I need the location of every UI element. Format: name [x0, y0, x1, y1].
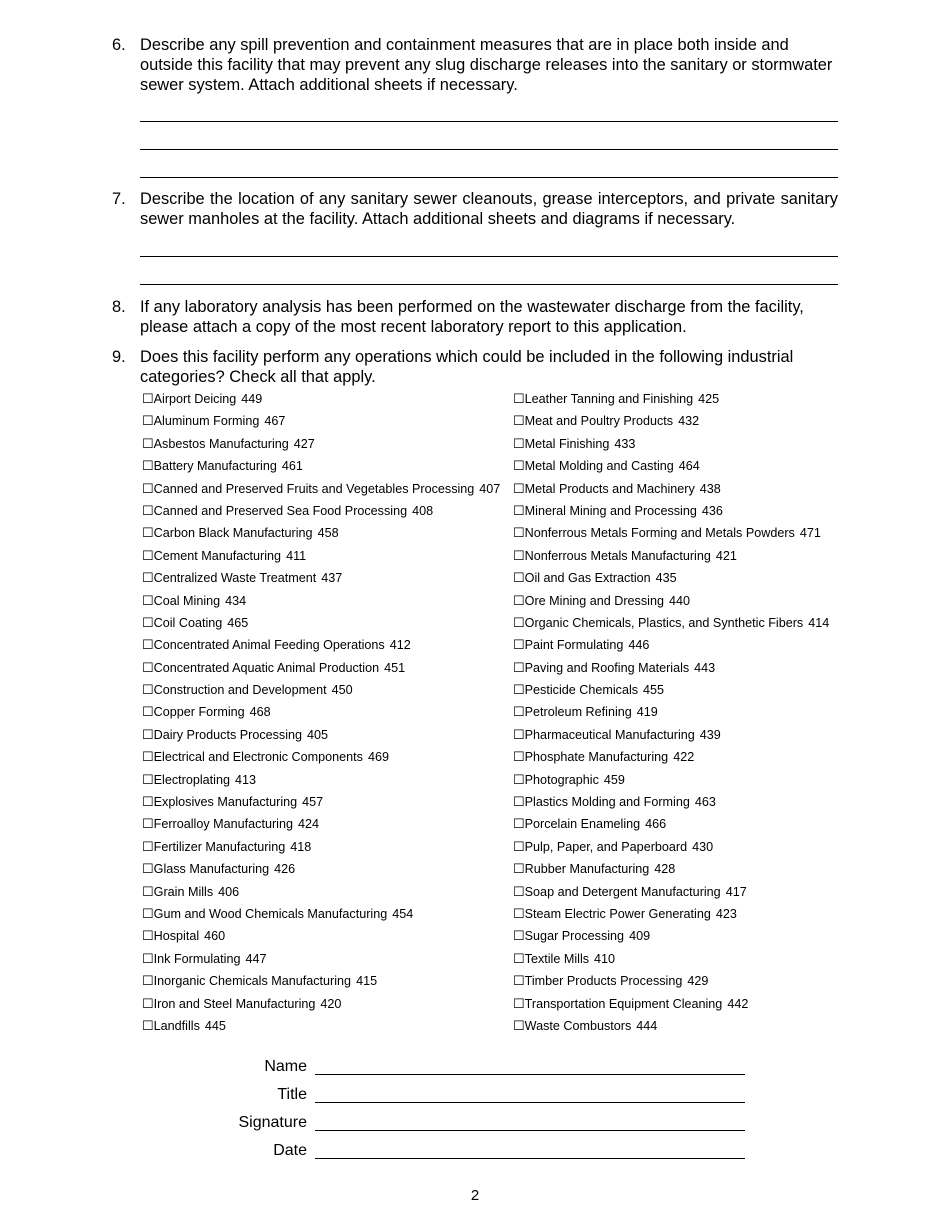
category-code: 406	[218, 884, 240, 899]
checkbox[interactable]: ☐	[513, 637, 525, 653]
category-name: Paint Formulating	[524, 638, 624, 653]
category-item	[142, 858, 500, 880]
category-item	[513, 410, 829, 432]
category-name: Nonferrous Metals Manufacturing	[524, 548, 711, 563]
category-name: Soap and Detergent Manufacturing	[524, 884, 721, 899]
category-name: Sugar Processing	[524, 929, 625, 944]
category-name: Photographic	[524, 772, 599, 787]
category-item	[513, 881, 829, 903]
category-name: Pharmaceutical Manufacturing	[524, 727, 695, 742]
question-number: 6.	[112, 36, 126, 54]
checkbox[interactable]: ☐	[142, 502, 154, 518]
answer-line[interactable]	[140, 149, 838, 150]
category-code: 459	[603, 772, 625, 787]
category-item	[142, 881, 500, 903]
checkbox[interactable]: ☐	[142, 726, 154, 742]
category-code: 413	[234, 772, 256, 787]
category-item	[513, 545, 829, 567]
category-item	[513, 455, 829, 477]
category-code: 411	[286, 548, 307, 563]
category-item	[513, 567, 829, 589]
category-name: Metal Products and Machinery	[524, 481, 695, 496]
category-code: 412	[389, 638, 411, 653]
checkbox[interactable]: ☐	[513, 749, 525, 765]
category-code: 458	[317, 526, 339, 541]
category-item	[142, 478, 500, 500]
category-code: 409	[629, 929, 651, 944]
category-code: 455	[643, 683, 665, 698]
category-name: Concentrated Aquatic Animal Production	[153, 660, 380, 675]
question-text: Does this facility perform any operations which could be included in the following industrial categories? Check all that apply.	[140, 348, 794, 386]
page-number: 2	[470, 1187, 480, 1204]
category-item	[142, 657, 500, 679]
category-name: Pulp, Paper, and Paperboard	[524, 839, 688, 854]
checkbox[interactable]: ☐	[513, 480, 525, 496]
question-text: If any laboratory analysis has been performed on the wastewater discharge from the facility, please attach a copy of the most recent laboratory report to this application.	[140, 298, 804, 336]
checkbox[interactable]: ☐	[142, 413, 154, 429]
category-code: 424	[297, 817, 319, 832]
category-code: 428	[654, 862, 676, 877]
checkbox[interactable]: ☐	[513, 391, 525, 406]
category-code: 420	[320, 996, 342, 1011]
category-name: Nonferrous Metals Forming and Metals Powders	[524, 526, 795, 541]
category-code: 447	[245, 951, 267, 966]
category-name: Transportation Equipment Cleaning	[524, 996, 723, 1011]
checkbox[interactable]: ☐	[513, 883, 525, 899]
checkbox[interactable]: ☐	[513, 458, 525, 474]
signature-label: Signature	[238, 1114, 307, 1131]
category-code: 418	[290, 839, 312, 854]
category-name: Ink Formulating	[153, 951, 241, 966]
date-row	[200, 1141, 745, 1165]
checkbox[interactable]: ☐	[142, 883, 154, 899]
answer-line[interactable]	[140, 256, 838, 257]
category-code: 422	[673, 750, 695, 765]
category-code: 471	[799, 526, 821, 541]
category-code: 439	[699, 727, 721, 742]
category-code: 460	[204, 929, 226, 944]
category-code: 421	[715, 548, 737, 563]
checkbox[interactable]: ☐	[142, 570, 154, 586]
category-item	[513, 522, 829, 544]
category-code: 430	[692, 839, 714, 854]
checkbox[interactable]: ☐	[142, 547, 154, 563]
category-name: Metal Molding and Casting	[524, 459, 674, 474]
checkbox[interactable]: ☐	[513, 570, 525, 586]
question-text: Describe any spill prevention and containment measures that are in place both inside and outside this facility that may prevent any slug discharge releases into the sanitary or stormwater sewer system. Attach additional sheets if necessary.	[140, 36, 833, 94]
checkbox[interactable]: ☐	[513, 592, 525, 608]
category-item	[142, 1015, 500, 1037]
category-code: 419	[636, 705, 658, 720]
category-code: 433	[614, 436, 636, 451]
checkbox[interactable]: ☐	[513, 973, 525, 989]
category-item	[513, 388, 829, 410]
checkbox[interactable]: ☐	[142, 950, 154, 966]
answer-line[interactable]	[140, 284, 838, 285]
category-item	[513, 769, 829, 791]
checkbox[interactable]: ☐	[513, 525, 525, 541]
checkbox[interactable]: ☐	[142, 838, 154, 854]
category-name: Ore Mining and Dressing	[524, 593, 664, 608]
category-item	[513, 746, 829, 768]
category-item	[513, 657, 829, 679]
category-code: 405	[307, 727, 329, 742]
category-code: 454	[392, 906, 414, 921]
checkbox[interactable]: ☐	[513, 771, 525, 787]
category-code: 426	[274, 862, 296, 877]
category-name: Canned and Preserved Sea Food Processing	[153, 503, 408, 518]
checkbox[interactable]: ☐	[142, 704, 154, 720]
category-code: 407	[479, 481, 501, 496]
category-code: 467	[264, 414, 286, 429]
category-name: Copper Forming	[153, 705, 245, 720]
category-code: 466	[645, 817, 667, 832]
category-item	[142, 746, 500, 768]
question-number: 8.	[112, 298, 126, 316]
title-row	[200, 1085, 745, 1109]
checkbox[interactable]: ☐	[513, 816, 525, 832]
category-code: 465	[227, 615, 249, 630]
category-name: Porcelain Enameling	[524, 817, 641, 832]
checkbox[interactable]: ☐	[142, 771, 154, 787]
category-name: Gum and Wood Chemicals Manufacturing	[153, 906, 388, 921]
category-name: Rubber Manufacturing	[524, 862, 650, 877]
category-item	[513, 679, 829, 701]
category-name: Metal Finishing	[524, 436, 610, 451]
category-item	[142, 500, 500, 522]
date-label: Date	[273, 1142, 307, 1159]
category-name: Explosives Manufacturing	[153, 795, 298, 810]
checkbox[interactable]: ☐	[142, 614, 154, 630]
category-name: Carbon Black Manufacturing	[153, 526, 313, 541]
category-code: 440	[668, 593, 690, 608]
category-code: 451	[384, 660, 406, 675]
category-item	[513, 724, 829, 746]
category-name: Leather Tanning and Finishing	[524, 392, 694, 406]
checkbox[interactable]: ☐	[142, 659, 154, 675]
category-code: 461	[281, 459, 303, 474]
category-item	[142, 948, 500, 970]
checkbox[interactable]: ☐	[513, 995, 525, 1011]
category-code: 423	[715, 906, 737, 921]
category-code: 429	[687, 974, 709, 989]
checkbox[interactable]: ☐	[513, 838, 525, 854]
category-name: Oil and Gas Extraction	[524, 571, 651, 586]
category-item	[513, 925, 829, 947]
category-name: Textile Mills	[524, 951, 590, 966]
category-name: Landfills	[153, 1018, 200, 1033]
category-name: Organic Chemicals, Plastics, and Synthetic Fibers	[524, 615, 804, 630]
category-code: 438	[699, 481, 721, 496]
category-code: 414	[808, 615, 830, 630]
category-list-left	[142, 388, 500, 1037]
question-text: Describe the location of any sanitary sewer cleanouts, grease interceptors, and private sanitary sewer manholes at the facility. Attach additional sheets and diagrams if necessary.	[140, 190, 838, 228]
category-code: 463	[694, 795, 716, 810]
category-name: Aluminum Forming	[153, 414, 260, 429]
question-number: 7.	[112, 190, 126, 208]
category-code: 434	[225, 593, 247, 608]
name-label: Name	[264, 1058, 307, 1075]
category-code: 425	[698, 392, 720, 406]
checkbox[interactable]: ☐	[513, 726, 525, 742]
checkbox[interactable]: ☐	[142, 435, 154, 451]
checkbox[interactable]: ☐	[513, 794, 525, 810]
category-code: 444	[636, 1018, 658, 1033]
category-name: Concentrated Animal Feeding Operations	[153, 638, 385, 653]
checkbox[interactable]: ☐	[142, 592, 154, 608]
category-item	[513, 433, 829, 455]
checkbox[interactable]: ☐	[513, 502, 525, 518]
category-item	[142, 836, 500, 858]
category-item	[142, 433, 500, 455]
category-name: Centralized Waste Treatment	[153, 571, 317, 586]
category-name: Canned and Preserved Fruits and Vegetables Processing	[153, 481, 475, 496]
checkbox[interactable]: ☐	[142, 928, 154, 944]
category-code: 415	[356, 974, 378, 989]
category-item	[142, 993, 500, 1015]
checkbox[interactable]: ☐	[142, 905, 154, 921]
category-name: Iron and Steel Manufacturing	[153, 996, 316, 1011]
category-code: 469	[367, 750, 389, 765]
checkbox[interactable]: ☐	[142, 861, 154, 877]
category-item	[142, 903, 500, 925]
category-code: 437	[321, 571, 343, 586]
category-item	[142, 769, 500, 791]
checkbox[interactable]: ☐	[513, 547, 525, 563]
checkbox[interactable]: ☐	[513, 614, 525, 630]
checkbox[interactable]: ☐	[513, 1017, 525, 1033]
category-code: 443	[694, 660, 716, 675]
checkbox[interactable]: ☐	[513, 861, 525, 877]
title-label: Title	[277, 1086, 307, 1103]
category-code: 449	[241, 392, 263, 406]
category-name: Hospital	[153, 929, 200, 944]
category-name: Asbestos Manufacturing	[153, 436, 289, 451]
category-name: Petroleum Refining	[524, 705, 632, 720]
checkbox[interactable]: ☐	[513, 413, 525, 429]
category-name: Electroplating	[153, 772, 230, 787]
category-item	[142, 522, 500, 544]
category-item	[142, 388, 500, 410]
category-name: Ferroalloy Manufacturing	[153, 817, 293, 832]
checkbox[interactable]: ☐	[513, 704, 525, 720]
category-name: Pesticide Chemicals	[524, 683, 639, 698]
category-item	[513, 970, 829, 992]
category-item	[142, 545, 500, 567]
category-item	[513, 836, 829, 858]
category-code: 457	[302, 795, 324, 810]
category-name: Fertilizer Manufacturing	[153, 839, 286, 854]
category-name: Phosphate Manufacturing	[524, 750, 669, 765]
category-name: Plastics Molding and Forming	[524, 795, 690, 810]
checkbox[interactable]: ☐	[142, 1017, 154, 1033]
checkbox[interactable]: ☐	[142, 682, 154, 698]
checkbox[interactable]: ☐	[513, 659, 525, 675]
category-item	[513, 500, 829, 522]
category-item	[142, 634, 500, 656]
category-code: 410	[594, 951, 616, 966]
category-item	[142, 970, 500, 992]
name-row	[200, 1057, 745, 1081]
question-7	[112, 189, 838, 229]
category-code: 450	[331, 683, 353, 698]
checkbox[interactable]: ☐	[513, 928, 525, 944]
checkbox[interactable]: ☐	[142, 480, 154, 496]
title-field[interactable]	[315, 1102, 745, 1103]
question-6	[112, 35, 838, 95]
category-item	[513, 993, 829, 1015]
category-item	[142, 724, 500, 746]
checkbox[interactable]: ☐	[142, 458, 154, 474]
category-name: Mineral Mining and Processing	[524, 503, 697, 518]
category-name: Dairy Products Processing	[153, 727, 303, 742]
category-code: 436	[701, 503, 723, 518]
category-name: Paving and Roofing Materials	[524, 660, 690, 675]
category-item	[513, 634, 829, 656]
category-item	[142, 612, 500, 634]
category-code: 468	[249, 705, 271, 720]
checkbox[interactable]: ☐	[513, 435, 525, 451]
checkbox[interactable]: ☐	[513, 905, 525, 921]
checkbox[interactable]: ☐	[142, 816, 154, 832]
category-item	[513, 791, 829, 813]
category-name: Inorganic Chemicals Manufacturing	[153, 974, 352, 989]
category-code: 442	[727, 996, 749, 1011]
checkbox[interactable]: ☐	[513, 950, 525, 966]
category-item	[513, 948, 829, 970]
category-code: 417	[725, 884, 747, 899]
category-code: 446	[628, 638, 650, 653]
checkbox[interactable]: ☐	[142, 525, 154, 541]
category-name: Airport Deicing	[153, 392, 237, 406]
category-item	[142, 590, 500, 612]
date-field[interactable]	[315, 1158, 745, 1159]
category-name: Meat and Poultry Products	[524, 414, 674, 429]
question-9	[112, 347, 838, 387]
checkbox[interactable]: ☐	[142, 749, 154, 765]
category-name: Steam Electric Power Generating	[524, 906, 711, 921]
checkbox[interactable]: ☐	[142, 637, 154, 653]
category-name: Construction and Development	[153, 683, 327, 698]
name-field[interactable]	[315, 1074, 745, 1075]
category-name: Grain Mills	[153, 884, 214, 899]
category-item	[513, 903, 829, 925]
category-name: Waste Combustors	[524, 1018, 632, 1033]
category-item	[142, 410, 500, 432]
question-number: 9.	[112, 348, 126, 366]
category-name: Battery Manufacturing	[153, 459, 277, 474]
category-item	[513, 478, 829, 500]
category-name: Glass Manufacturing	[153, 862, 270, 877]
category-item	[513, 1015, 829, 1037]
category-item	[513, 590, 829, 612]
category-item	[142, 679, 500, 701]
category-code: 432	[678, 414, 700, 429]
checkbox[interactable]: ☐	[142, 794, 154, 810]
category-name: Electrical and Electronic Components	[153, 750, 363, 765]
category-item	[142, 791, 500, 813]
answer-line[interactable]	[140, 177, 838, 178]
category-item	[142, 925, 500, 947]
category-name: Timber Products Processing	[524, 974, 683, 989]
category-name: Coal Mining	[153, 593, 221, 608]
category-item	[513, 612, 829, 634]
category-name: Coil Coating	[153, 615, 223, 630]
category-item	[513, 813, 829, 835]
category-item	[513, 701, 829, 723]
category-name: Cement Manufacturing	[153, 548, 282, 563]
checkbox[interactable]: ☐	[513, 682, 525, 698]
category-code: 435	[655, 571, 677, 586]
category-item	[513, 858, 829, 880]
answer-line[interactable]	[140, 121, 838, 122]
category-code: 464	[678, 459, 700, 474]
signature-field[interactable]	[315, 1130, 745, 1131]
category-code: 445	[204, 1018, 226, 1033]
category-item	[142, 813, 500, 835]
question-8	[112, 297, 838, 337]
category-list-right	[513, 388, 829, 1037]
category-item	[142, 455, 500, 477]
checkbox[interactable]: ☐	[142, 391, 154, 406]
checkbox[interactable]: ☐	[142, 973, 154, 989]
category-item	[142, 701, 500, 723]
category-code: 408	[412, 503, 434, 518]
category-item	[142, 567, 500, 589]
checkbox[interactable]: ☐	[142, 995, 154, 1011]
category-code: 427	[293, 436, 315, 451]
signature-row	[200, 1113, 745, 1137]
